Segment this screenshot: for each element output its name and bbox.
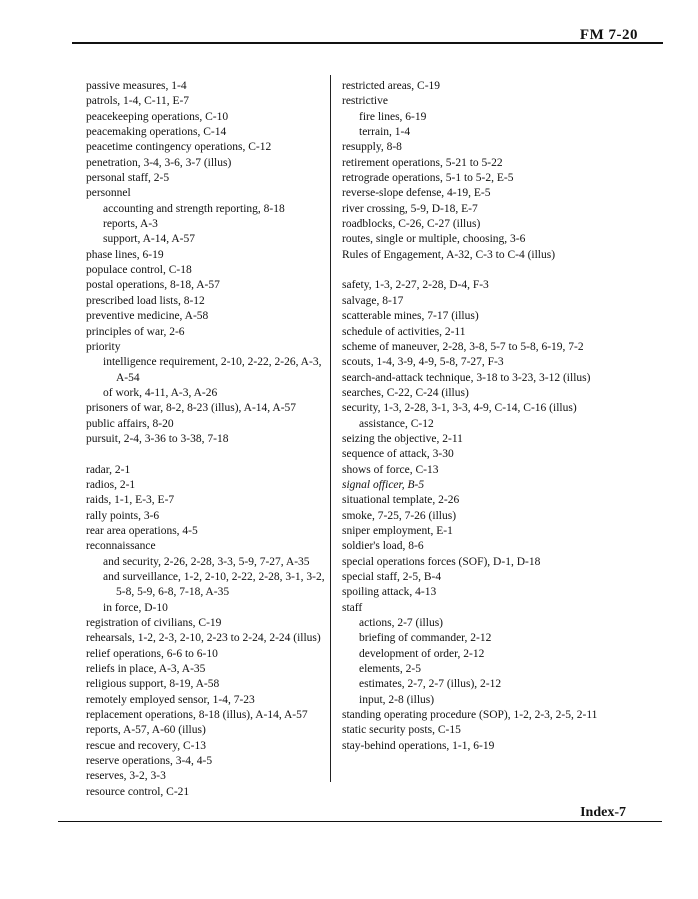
- index-entry: retrograde operations, 5-1 to 5-2, E-5: [342, 172, 514, 185]
- index-entry: postal operations, 8-18, A-57: [86, 279, 220, 292]
- index-entry: public affairs, 8-20: [86, 417, 174, 430]
- index-entry: patrols, 1-4, C-11, E-7: [86, 95, 190, 108]
- index-entry: populace control, C-18: [86, 264, 192, 277]
- index-subentry: of work, 4-11, A-3, A-26: [103, 386, 218, 399]
- section-gap: [86, 447, 326, 462]
- index-entry: peacetime contingency operations, C-12: [86, 141, 272, 154]
- index-entry: raids, 1-1, E-3, E-7: [86, 494, 175, 507]
- index-entry: relief operations, 6-6 to 6-10: [86, 647, 218, 660]
- index-subentry: intelligence requirement, 2-10, 2-22, 2-26, A-3, A-54: [103, 356, 322, 384]
- column-divider: [330, 75, 331, 782]
- index-subentry: input, 2-8 (illus): [359, 693, 435, 706]
- index-entry: reports, A-57, A-60 (illus): [86, 724, 206, 737]
- index-entry: routes, single or multiple, choosing, 3-6: [342, 233, 526, 246]
- index-entry: pursuit, 2-4, 3-36 to 3-38, 7-18: [86, 432, 229, 445]
- index-entry: restrictive: [342, 95, 388, 108]
- index-entry: registration of civilians, C-19: [86, 617, 222, 630]
- index-entry: principles of war, 2-6: [86, 325, 185, 338]
- index-subentry: briefing of commander, 2-12: [359, 632, 492, 645]
- index-subentry: actions, 2-7 (illus): [359, 617, 443, 630]
- index-entry: reliefs in place, A-3, A-35: [86, 663, 206, 676]
- index-entry: river crossing, 5-9, D-18, E-7: [342, 202, 478, 215]
- index-entry: smoke, 7-25, 7-26 (illus): [342, 509, 457, 522]
- index-entry: signal officer, B-5: [342, 478, 425, 491]
- header-rule: [72, 42, 663, 44]
- index-entry: restricted areas, C-19: [342, 80, 441, 92]
- index-entry: special operations forces (SOF), D-1, D-18: [342, 555, 541, 568]
- index-entry: rear area operations, 4-5: [86, 524, 198, 537]
- index-entry: special staff, 2-5, B-4: [342, 571, 442, 583]
- section-gap: [342, 263, 637, 278]
- index-entry: static security posts, C-15: [342, 724, 461, 737]
- index-entry: reserves, 3-2, 3-3: [86, 770, 166, 783]
- index-entry: resupply, 8-8: [342, 141, 402, 154]
- index-subentry: estimates, 2-7, 2-7 (illus), 2-12: [359, 678, 502, 691]
- index-entry: prisoners of war, 8-2, 8-23 (illus), A-14, A-57: [86, 402, 297, 415]
- index-subentry: fire lines, 6-19: [359, 110, 427, 123]
- index-entry: reserve operations, 3-4, 4-5: [86, 755, 213, 768]
- page-header: FM 7-20: [579, 27, 638, 43]
- index-entry: sequence of attack, 3-30: [342, 448, 454, 461]
- index-entry: scouts, 1-4, 3-9, 4-9, 5-8, 7-27, F-3: [342, 356, 504, 369]
- index-entry: schedule of activities, 2-11: [342, 325, 466, 338]
- footer-rule: [58, 821, 662, 822]
- index-entry: personal staff, 2-5: [86, 172, 170, 185]
- index-entry: rehearsals, 1-2, 2-3, 2-10, 2-23 to 2-24, 2-24 (illus): [86, 632, 321, 645]
- index-subentry: and security, 2-26, 2-28, 3-3, 5-9, 7-27, A-35: [103, 555, 310, 568]
- index-entry: staff: [342, 601, 363, 614]
- index-entry: priority: [86, 340, 121, 353]
- index-entry: peacekeeping operations, C-10: [86, 110, 229, 123]
- index-subentry: terrain, 1-4: [359, 126, 411, 139]
- index-entry: standing operating procedure (SOP), 1-2, 2-3, 2-5, 2-11: [342, 709, 598, 722]
- index-entry: reverse-slope defense, 4-19, E-5: [342, 187, 491, 200]
- index-subentry: support, A-14, A-57: [103, 233, 195, 246]
- index-entry: peacemaking operations, C-14: [86, 126, 227, 139]
- index-entry: shows of force, C-13: [342, 463, 439, 476]
- index-entry: rally points, 3-6: [86, 509, 160, 522]
- index-entry: reconnaissance: [86, 540, 156, 553]
- index-entry: radar, 2-1: [86, 463, 131, 476]
- index-entry: passive measures, 1-4: [86, 80, 187, 92]
- index-entry: phase lines, 6-19: [86, 248, 164, 261]
- index-entry: sniper employment, E-1: [342, 524, 453, 537]
- index-entry: personnel: [86, 187, 131, 200]
- index-entry: security, 1-3, 2-28, 3-1, 3-3, 4-9, C-14, C-16 (illus): [342, 402, 577, 415]
- index-entry: radios, 2-1: [86, 478, 136, 491]
- index-entry: salvage, 8-17: [342, 294, 404, 307]
- index-entry: Rules of Engagement, A-32, C-3 to C-4 (illus): [342, 248, 556, 261]
- index-subentry: assistance, C-12: [359, 417, 434, 430]
- index-subentry: reports, A-3: [103, 218, 158, 231]
- page-number: Index-7: [580, 805, 626, 820]
- index-entry: retirement operations, 5-21 to 5-22: [342, 156, 503, 169]
- index-entry: stay-behind operations, 1-1, 6-19: [342, 739, 495, 752]
- index-subentry: accounting and strength reporting, 8-18: [103, 202, 285, 215]
- index-subentry: elements, 2-5: [359, 663, 421, 676]
- index-entry: scatterable mines, 7-17 (illus): [342, 310, 479, 323]
- index-entry: searches, C-22, C-24 (illus): [342, 386, 469, 399]
- index-entry: prescribed load lists, 8-12: [86, 294, 205, 307]
- index-subentry: development of order, 2-12: [359, 647, 485, 660]
- index-column-right: [342, 79, 637, 754]
- index-column-left: [86, 79, 326, 800]
- index-entry: situational template, 2-26: [342, 494, 460, 507]
- index-entry: replacement operations, 8-18 (illus), A-14, A-57: [86, 709, 308, 722]
- index-entry: soldier's load, 8-6: [342, 540, 424, 553]
- index-entry: seizing the objective, 2-11: [342, 432, 463, 445]
- index-entry: roadblocks, C-26, C-27 (illus): [342, 218, 481, 231]
- index-entry: spoiling attack, 4-13: [342, 586, 437, 599]
- index-entry: scheme of maneuver, 2-28, 3-8, 5-7 to 5-8, 6-19, 7-2: [342, 340, 584, 353]
- index-subentry: in force, D-10: [103, 601, 168, 614]
- index-entry: rescue and recovery, C-13: [86, 739, 206, 752]
- index-subentry: and surveillance, 1-2, 2-10, 2-22, 2-28, 3-1, 3-2, 5-8, 5-9, 6-8, 7-18, A-35: [103, 571, 325, 599]
- index-entry: religious support, 8-19, A-58: [86, 678, 220, 691]
- index-entry: resource control, C-21: [86, 785, 190, 798]
- index-entry: preventive medicine, A-58: [86, 310, 209, 323]
- index-entry: penetration, 3-4, 3-6, 3-7 (illus): [86, 156, 232, 169]
- index-entry: remotely employed sensor, 1-4, 7-23: [86, 693, 255, 706]
- index-entry: search-and-attack technique, 3-18 to 3-23, 3-12 (illus): [342, 371, 591, 384]
- index-entry: safety, 1-3, 2-27, 2-28, D-4, F-3: [342, 279, 489, 292]
